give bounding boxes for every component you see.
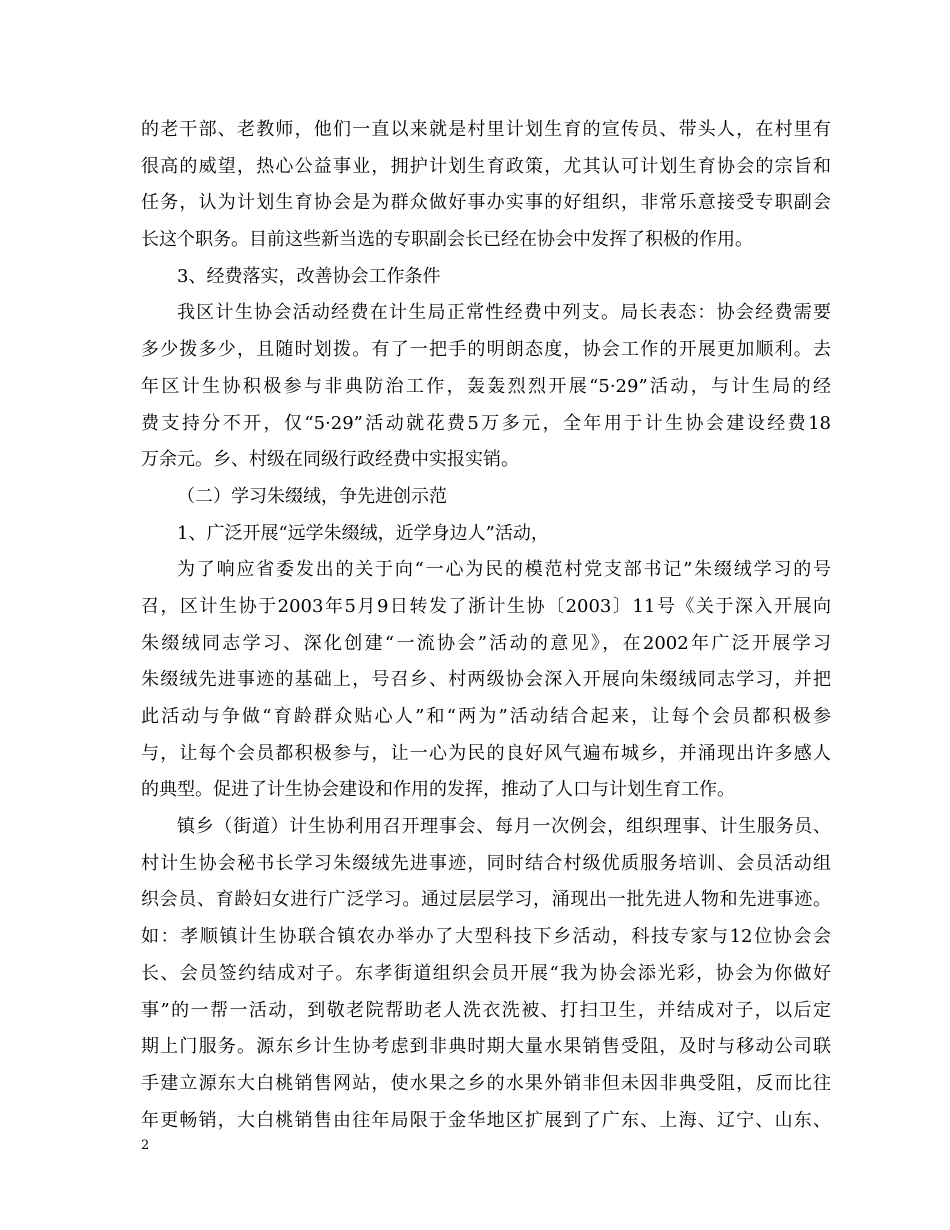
text-line: 很高的威望，热心公益事业，拥护计划生育政策，尤其认可计划生育协会的宗旨和 (141, 155, 831, 177)
page-number: 2 (141, 1138, 150, 1153)
section-heading: 3、经费落实，改善协会工作条件 (177, 265, 441, 287)
text-line: 任务，认为计划生育协会是为群众做好事办实事的好组织，非常乐意接受专职副会 (141, 192, 831, 214)
text-line: 我区计生协会活动经费在计生局正常性经费中列支。局长表态：协会经费需要 (177, 302, 831, 324)
section-heading: 1、广泛开展“远学朱缀绒，近学身边人”活动， (177, 522, 549, 544)
text-line: 期上门服务。源东乡计生协考虑到非典时期大量水果销售受阻，及时与移动公司联 (141, 1036, 831, 1058)
text-line: 此活动与争做“育龄群众贴心人”和“两为”活动结合起来，让每个会员都积极参 (141, 706, 831, 727)
text-line: 村计生协会秘书长学习朱缀绒先进事迹，同时结合村级优质服务培训、会员活动组 (141, 852, 831, 874)
text-line: 如：孝顺镇计生协联合镇农办举办了大型科技下乡活动，科技专家与12位协会会 (141, 926, 831, 948)
text-line: 万余元。乡、村级在同级行政经费中实报实销。 (141, 449, 519, 471)
text-line: 的老干部、老教师，他们一直以来就是村里计划生育的宣传员、带头人，在村里有 (141, 119, 831, 140)
text-line: 年更畅销，大白桃销售由往年局限于金华地区扩展到了广东、上海、辽宁、山东、 (141, 1109, 831, 1131)
text-line: 召，区计生协于2003年5月9日转发了浙计生协〔2003〕11号《关于深入开展向 (141, 595, 831, 617)
section-heading: （二）学习朱缀绒，争先进创示范 (177, 485, 447, 507)
text-line: 手建立源东大白桃销售网站，使水果之乡的水果外销非但未因非典受阻，反而比往 (141, 1072, 831, 1094)
text-line: 的典型。促进了计生协会建设和作用的发挥，推动了人口与计划生育工作。 (141, 779, 735, 801)
text-line: 长这个职务。目前这些新当选的专职副会长已经在协会中发挥了积极的作用。 (141, 229, 753, 251)
text-line: 多少拨多少，且随时划拨。有了一把手的明朗态度，协会工作的开展更加顺利。去 (141, 339, 831, 361)
text-line: 朱缀绒先进事迹的基础上，号召乡、村两级协会深入开展向朱缀绒同志学习，并把 (141, 669, 831, 691)
text-line: 费支持分不开，仅“5·29”活动就花费5万多元，全年用于计生协会建设经费18 (141, 412, 831, 434)
text-line: 事”的一帮一活动，到敬老院帮助老人洗衣洗被、打扫卫生，并结成对子，以后定 (141, 999, 831, 1021)
text-line: 长、会员签约结成对子。东孝街道组织会员开展“我为协会添光彩，协会为你做好 (141, 962, 831, 984)
text-line: 与，让每个会员都积极参与，让一心为民的良好风气遍布城乡，并涌现出许多感人 (141, 742, 831, 764)
text-line: 年区计生协积极参与非典防治工作，轰轰烈烈开展“5·29”活动，与计生局的经 (141, 375, 831, 397)
body-text (141, 112, 831, 1139)
text-line: 为了响应省委发出的关于向“一心为民的模范村党支部书记”朱缀绒学习的号 (177, 559, 831, 581)
text-line: 织会员、育龄妇女进行广泛学习。通过层层学习，涌现出一批先进人物和先进事迹。 (141, 889, 831, 911)
text-line: 朱缀绒同志学习、深化创建“一流协会”活动的意见》，在2002年广泛开展学习 (141, 632, 831, 654)
text-line: 镇乡（街道）计生协利用召开理事会、每月一次例会，组织理事、计生服务员、 (177, 816, 831, 838)
